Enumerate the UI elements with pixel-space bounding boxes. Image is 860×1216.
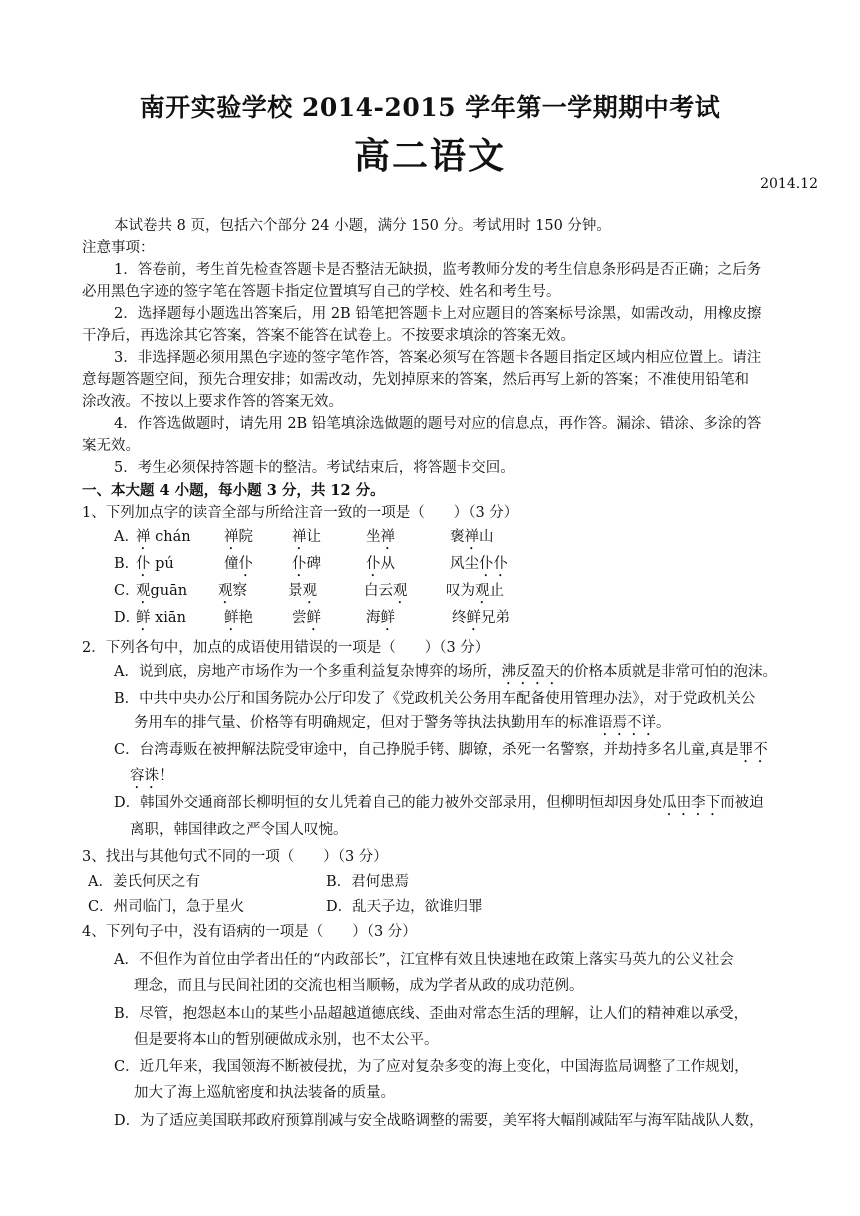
option-c-base <box>136 581 187 607</box>
option-letter: D． <box>114 610 141 626</box>
dotted-char: 禅 <box>464 529 479 545</box>
section-1-heading: 一、本大题 4 小题，每小题 3 分，共 12 分。 <box>82 482 385 499</box>
word-rest: 景 <box>288 583 303 599</box>
q4-option-a-line-1: A．不但作为首位由学者出任的“内政部长”，江宜桦有效且快速地在政策上落实马英九的公义社会 <box>114 952 734 968</box>
word-rest: 海 <box>366 610 381 626</box>
notice-2-line-1: 2．选择题每小题选出答案后，用 2B 铅笔把答题卡上对应题目的答案标号涂黑，如需改动，用橡皮擦 <box>114 306 762 322</box>
sentence-text: 。 <box>656 715 671 731</box>
notice-heading: 注意事项： <box>82 240 155 256</box>
word-rest: 碑 <box>306 556 321 572</box>
question-4-stem: 4、下列句子中，没有语病的一项是（ ）（3 分） <box>82 924 417 940</box>
q2-option-d-line-2: 离职，韩国律政之严令国人叹惋。 <box>130 822 348 838</box>
dotted-char: 鲜 <box>136 610 151 626</box>
dotted-char: 观 <box>302 583 317 599</box>
exam-title: 南开实验学校 2014-2015 学年第一学期期中考试 <box>139 93 721 122</box>
sentence-text: 的价格本质就是非常可怕的泡沫。 <box>559 664 777 680</box>
question-3-stem: 3、找出与其他句式不同的一项（ ）（3 分） <box>82 849 388 865</box>
dotted-char: 鲜 <box>224 610 239 626</box>
idiom: 罪不 <box>738 742 768 758</box>
option-a-base <box>136 527 191 553</box>
dotted-char: 观 <box>393 583 408 599</box>
sentence-text: 务用车的排气量、价格等有明确规定，但对于警务等执法执勤用车的标准 <box>134 715 598 731</box>
option-letter: C． <box>114 583 140 599</box>
option-letter: A． <box>114 529 139 545</box>
option-d-word-4 <box>452 608 510 634</box>
idiom: 瓜田李下 <box>662 795 721 811</box>
option-d-base <box>136 608 186 634</box>
dotted-char: 仆 <box>366 556 381 572</box>
exam-summary: 本试卷共 8 页，包括六个部分 24 小题，满分 150 分。考试用时 150 分钟。 <box>114 218 611 234</box>
dotted-char: 禅 <box>136 529 151 545</box>
option-b-base <box>136 554 174 580</box>
notice-3-line-1: 3．非选择题必须用黑色字迹的签字笔作答，答案必须写在答题卡各题目指定区域内相应位置上。请注 <box>114 350 762 366</box>
option-a-word-3 <box>366 527 395 553</box>
dotted-char: 仆 <box>292 556 307 572</box>
q3-option-d: D．乱天子边，欲谁归罪 <box>326 899 483 915</box>
option-a-word-2 <box>292 527 321 553</box>
notice-4-line-1: 4．作答选做题时，请先用 2B 铅笔填涂选做题的题号对应的信息点，再作答。漏涂、错涂、多涂的答 <box>114 416 762 432</box>
option-d-word-2 <box>292 608 321 634</box>
q3-option-b: B．君何患焉 <box>326 874 410 890</box>
word-rest: 从 <box>380 556 395 572</box>
word-rest: 褒 <box>450 529 465 545</box>
notice-5: 5．考生必须保持答题卡的整洁。考试结束后，将答题卡交回。 <box>114 460 515 476</box>
word-rest: 院 <box>238 529 253 545</box>
option-c-word-4 <box>446 581 504 607</box>
idiom: 语焉不详 <box>598 715 656 731</box>
sentence-text: C．台湾毒贩在被押解法院受审途中，自己挣脱手铐、脚镣，杀死一名警察，并劫持多名儿童,真是 <box>114 742 739 758</box>
pinyin: chán <box>150 529 191 545</box>
dotted-char: 禅 <box>224 529 239 545</box>
question-1-stem: 1、下列加点字的读音全部与所给注音一致的一项是（ ）（3 分） <box>82 505 519 521</box>
option-d-word-3 <box>366 608 395 634</box>
dotted-char: 仆 <box>136 556 151 572</box>
notice-4-line-2: 案无效。 <box>82 438 140 454</box>
word-rest: 尝 <box>292 610 307 626</box>
option-b-word-4 <box>450 554 508 580</box>
q2-option-a <box>114 662 777 688</box>
option-d-word-1 <box>224 608 253 634</box>
dotted-char: 仆 <box>238 556 253 572</box>
q3-option-a: A．姜氏何厌之有 <box>88 874 200 890</box>
notice-2-line-2: 干净后，再选涂其它答案，答案不能答在试卷上。不按要求填涂的答案无效。 <box>82 328 575 344</box>
option-c-word-2 <box>288 581 317 607</box>
dotted-char: 禅 <box>292 529 307 545</box>
idiom: 容诛 <box>130 768 159 784</box>
option-b-word-1 <box>224 554 253 580</box>
dotted-char: 鲜 <box>306 610 321 626</box>
q4-option-d-line-1: D．为了适应美国联邦政府预算削减与安全战略调整的需要，美军将大幅削减陆军与海军陆战队人数， <box>114 1113 764 1129</box>
q2-option-c-line-2 <box>130 766 174 792</box>
option-a-word-1 <box>224 527 253 553</box>
word-rest: 让 <box>306 529 321 545</box>
q4-option-b-line-2: 但是要将本山的暂别硬做成永别，也不太公平。 <box>134 1032 439 1048</box>
option-b-word-2 <box>292 554 321 580</box>
idiom: 沸反盈天 <box>501 664 560 680</box>
dotted-char: 禅 <box>380 529 395 545</box>
sentence-text: A．说到底，房地产市场作为一个多重利益复杂博弈的场所， <box>114 664 502 680</box>
question-2-stem: 2．下列各句中，加点的成语使用错误的一项是（ ）（3 分） <box>82 640 490 656</box>
q4-option-a-line-2: 理念，而且与民间社团的交流也相当顺畅，成为学者从政的成功范例。 <box>134 978 584 994</box>
notice-1-line-2: 必用黑色字迹的签字笔在答题卡指定位置填写自己的学校、姓名和考生号。 <box>82 284 561 300</box>
notice-1-line-1: 1．答卷前，考生首先检查答题卡是否整洁无缺损，监考教师分发的考生信息条形码是否正确；之后务 <box>114 262 762 278</box>
word-rest: 艳 <box>238 610 253 626</box>
option-letter: B． <box>114 556 140 572</box>
dotted-char: 鲜 <box>380 610 395 626</box>
notice-3-line-2: 意每题答题空间，预先合理安排；如需改动，先划掉原来的答案，然后再写上新的答案；不准使用铅笔和 <box>82 372 749 388</box>
sentence-text: D．韩国外交通商部长柳明恒的女儿凭着自己的能力被外交部录用，但柳明恒却因身处 <box>114 795 663 811</box>
q4-option-c-line-2: 加大了海上巡航密度和执法装备的质量。 <box>134 1085 395 1101</box>
option-c-word-1 <box>218 581 247 607</box>
word-rest: 僮 <box>224 556 239 572</box>
pinyin: guān <box>150 583 188 599</box>
word-rest: 终 <box>452 610 467 626</box>
pinyin: xiān <box>150 610 186 626</box>
word-rest: 白云 <box>364 583 393 599</box>
q3-option-c: C．州司临门，急于星火 <box>88 899 245 915</box>
word-rest: 叹为 <box>446 583 475 599</box>
pinyin: pú <box>150 556 174 572</box>
q4-option-b-line-1: B．尽管，抱怨赵本山的某些小品超越道德底线、歪曲对常态生活的理解，让人们的精神难以承受， <box>114 1006 749 1022</box>
word-rest: 风尘 <box>450 556 479 572</box>
word-rest: 坐 <box>366 529 381 545</box>
word-rest: 察 <box>232 583 247 599</box>
q4-option-c-line-1: C．近几年来，我国领海不断被侵扰，为了应对复杂多变的海上变化，中国海监局调整了工作规划， <box>114 1059 749 1075</box>
dotted-char: 观 <box>218 583 233 599</box>
q2-option-d-line-1 <box>114 793 764 819</box>
subject-title: 高二语文 <box>353 135 506 177</box>
dotted-char: 观 <box>475 583 490 599</box>
q2-option-c-line-1 <box>114 740 768 766</box>
option-b-word-3 <box>366 554 395 580</box>
dotted-char: 仆仆 <box>479 556 508 572</box>
word-rest: 兄弟 <box>481 610 510 626</box>
word-rest: 止 <box>489 583 504 599</box>
q2-option-b-line-2 <box>134 713 671 739</box>
sentence-text: 而被迫 <box>720 795 764 811</box>
sentence-text: ！ <box>159 768 174 784</box>
dotted-char: 观 <box>136 583 151 599</box>
notice-3-line-3: 涂改液。不按以上要求作答的答案无效。 <box>82 394 343 410</box>
option-a-word-4 <box>450 527 494 553</box>
option-c-word-3 <box>364 581 408 607</box>
dotted-char: 鲜 <box>466 610 481 626</box>
word-rest: 山 <box>479 529 494 545</box>
exam-date: 2014.12 <box>760 176 818 192</box>
q2-option-b-line-1: B．中共中央办公厅和国务院办公厅印发了《党政机关公务用车配备使用管理办法》，对于党政机关公 <box>114 691 756 707</box>
